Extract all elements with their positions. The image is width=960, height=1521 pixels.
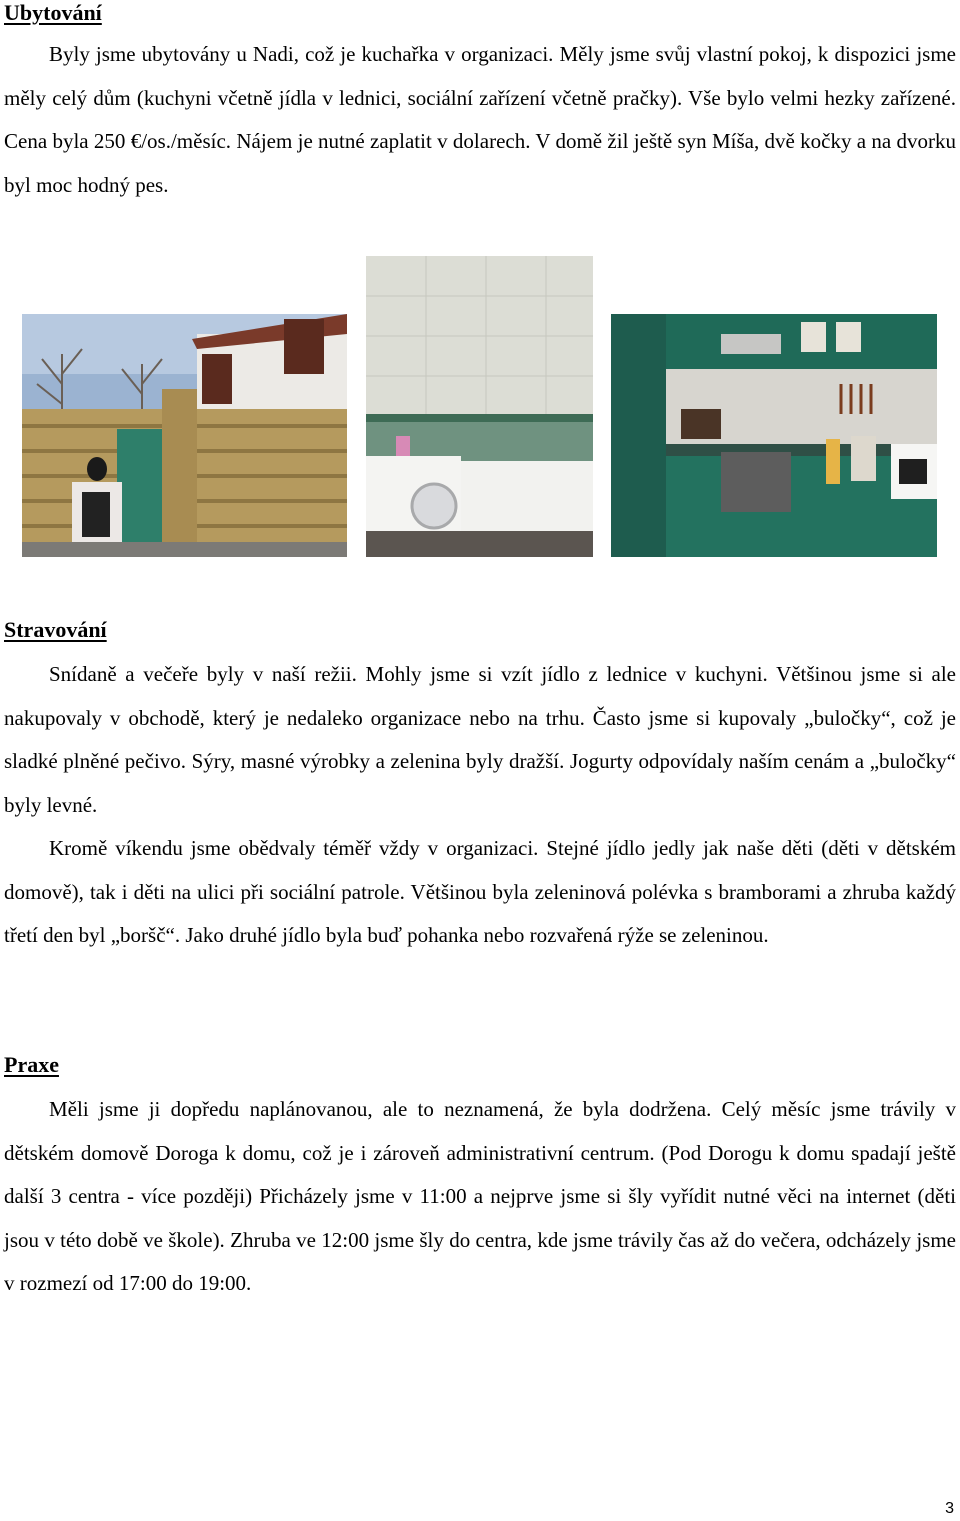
bathroom-photo: [366, 256, 593, 557]
heading-ubytovani: Ubytování: [4, 0, 102, 25]
house-photo: [22, 314, 347, 557]
paragraph-ubytovani: Byly jsme ubytovány u Nadi, což je kuchařka v organizaci. Měly jsme svůj vlastní pokoj, k dispozici jsme měly celý dům (kuchyni včetně jídla v lednici, sociální zařízení včetně pračky). Vše bylo velmi hezky zařízené. Cena byla 250 €/os./měsíc. Nájem je nutné zaplatit v dolarech. V domě žil ještě syn Míša, dvě kočky a na dvorku byl moc hodný pes.: [4, 42, 956, 197]
paragraph-praxe: Měli jsme ji dopředu naplánovanou, ale to neznamená, že byla dodržena. Celý měsíc jsme trávily v dětském domově Doroga k domu, což je i zároveň administrativní centrum. (Pod Dorogu k domu spadají ještě další 3 centra - více později) Přicházely jsme v 11:00 a nejprve jsme si šly vyřídit nutné věci na internet (děti jsou v této době ve škole). Zhruba ve 12:00 jsme šly do centra, kde jsme trávily čas až do večera, odcházely jsme v rozmezí od 17:00 do 19:00.: [4, 1097, 956, 1296]
heading-stravovani: Stravování: [4, 617, 107, 642]
kitchen-photo: [611, 314, 937, 557]
paragraph-stravovani-2: Kromě víkendu jsme obědvaly téměř vždy v organizaci. Stejné jídlo jedly jak naše děti (děti v dětském domově), tak i děti na ulici při sociální patrole. Většinou byla zeleninová polévka s bramborami a zhruba každý třetí den byl „boršč“. Jako druhé jídlo byla buď pohanka nebo rozvařená rýže se zeleninou.: [4, 836, 956, 948]
paragraph-stravovani-1: Snídaně a večeře byly v naší režii. Mohly jsme si vzít jídlo z lednice v kuchyni. Většinou jsme si ale nakupovaly v obchodě, který je nedaleko organizace nebo na trhu. Často jsme si kupovaly „buločky“, což je sladké plněné pečivo. Sýry, masné výrobky a zelenina byly dražší. Jogurty odpovídaly naším cenám a „buločky“ byly levné.: [4, 662, 956, 817]
page-number: 3: [945, 1500, 954, 1517]
heading-praxe: Praxe: [4, 1052, 59, 1077]
